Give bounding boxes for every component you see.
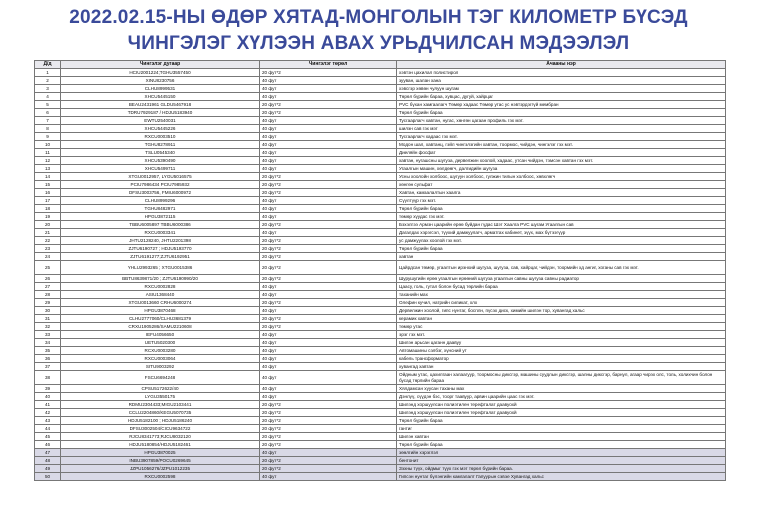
table-row — [35, 101, 726, 109]
container-type: 20 фут*2 — [260, 261, 397, 275]
table-row — [35, 125, 726, 133]
container-number: RCXU0003280 — [61, 347, 260, 355]
container-number: CLHU8999296 — [61, 197, 260, 205]
container-type: 40 фут — [260, 85, 397, 93]
container-type: 20 фут*2 — [260, 401, 397, 409]
cargo-name: Төрөл бүрийн бараа — [397, 245, 726, 253]
container-type: 40 фут — [260, 229, 397, 237]
container-type: 40 фут — [260, 393, 397, 401]
container-number: CRXU1905286/SAMU2210608 — [61, 323, 260, 331]
container-number: IEFU4056650 — [61, 331, 260, 339]
cargo-name: Тусгаарлагч хадаас гэх мэт. — [397, 133, 726, 141]
row-index: 15 — [35, 181, 61, 189]
table-row — [35, 245, 726, 253]
table-row — [35, 401, 726, 409]
row-index: 17 — [35, 197, 61, 205]
row-index: 9 — [35, 133, 61, 141]
container-type: 20 фут*2 — [260, 299, 397, 307]
cargo-name: Автомашины сэлбэг, хүнсний ут — [397, 347, 726, 355]
container-number: CCLU2204860/KEGU5070735 — [61, 409, 260, 417]
container-type: 20 фут*2 — [260, 465, 397, 473]
row-index: 10 — [35, 141, 61, 149]
table-row — [35, 221, 726, 229]
row-index: 39 — [35, 385, 61, 393]
cargo-name: зөөлгийн хэрэглэл — [397, 449, 726, 457]
cargo-name: ус дамжуулах хоолой гэх мэт. — [397, 237, 726, 245]
container-number: UETU5020300 — [61, 339, 260, 347]
table-row — [35, 181, 726, 189]
container-number: XINU8230756 — [61, 77, 260, 85]
table-row — [35, 425, 726, 433]
container-type: 20 фут*2 — [260, 189, 397, 197]
table-row — [35, 465, 726, 473]
row-index: 11 — [35, 149, 61, 157]
container-type: 40 фут — [260, 125, 397, 133]
row-index: 50 — [35, 473, 61, 481]
table-row — [35, 205, 726, 213]
container-type: 20 фут*2 — [260, 173, 397, 181]
row-index: 41 — [35, 401, 61, 409]
row-index: 34 — [35, 339, 61, 347]
row-index: 25 — [35, 261, 61, 275]
container-number: JHTU2128240, JHTU2201398 — [61, 237, 260, 245]
cargo-name: Төрөл бүрийн бараа — [397, 205, 726, 213]
header-cargo-name: Ачааны нэр — [397, 61, 726, 69]
container-type: 20 фут*2 — [260, 69, 397, 77]
row-index: 45 — [35, 433, 61, 441]
cargo-name: гантиг — [397, 425, 726, 433]
table-row — [35, 417, 726, 425]
row-index: 47 — [35, 449, 61, 457]
row-index: 49 — [35, 465, 61, 473]
container-number: CLHU2777060/CLHU3681379 — [61, 315, 260, 323]
table-row — [35, 457, 726, 465]
table-body — [35, 69, 726, 481]
table-row — [35, 149, 726, 157]
cargo-name: Цайрдсан төмөр, угаалтын ирэнхий шугуза, шугуза, сав, хайрцаг, чийдэн, тоормийн хд ангиг, хоганы сав гэх мэт. — [397, 261, 726, 275]
table-row — [35, 307, 726, 315]
container-number: XTGU0012957, LYGU5016575 — [61, 173, 260, 181]
cargo-name: шилэн сав гэх мэт — [397, 125, 726, 133]
table-row — [35, 213, 726, 221]
cargo-name: Дервелжин хоолой, гипс нунтаг, босплн, пүсэх диск, химийн шилэн тор, хувангад хальс — [397, 307, 726, 315]
container-type: 20 фут*2 — [260, 275, 397, 283]
table-row — [35, 363, 726, 371]
container-number: PCIU7986434 PCIU7985932 — [61, 181, 260, 189]
table-row — [35, 441, 726, 449]
row-index: 36 — [35, 355, 61, 363]
container-number: YHLU2993265 ; XTGU0015386 — [61, 261, 260, 275]
table-row — [35, 77, 726, 85]
container-type: 40 фут — [260, 363, 397, 371]
container-number: JZPU1056276/JZPU1012235 — [61, 465, 260, 473]
table-row — [35, 109, 726, 117]
table-row — [35, 229, 726, 237]
container-number: XHCU5445150 — [61, 93, 260, 101]
row-index: 48 — [35, 457, 61, 465]
container-type: 20 фут*2 — [260, 101, 397, 109]
container-type: 40 фут — [260, 347, 397, 355]
container-number: ASIU1368440 — [61, 291, 260, 299]
row-index: 22 — [35, 237, 61, 245]
cargo-name: хэвтэн цахилал полистирол — [397, 69, 726, 77]
container-type: 40 фут — [260, 149, 397, 157]
container-number: XTGU0013660 CRHU6000274 — [61, 299, 260, 307]
container-type: 40 фут — [260, 355, 397, 363]
table-row — [35, 291, 726, 299]
container-number: ZJTU6190727 ; HDJU5193770 — [61, 245, 260, 253]
cargo-name: эрэг гэх мэт. — [397, 331, 726, 339]
row-index: 1 — [35, 69, 61, 77]
container-table — [34, 60, 726, 481]
cargo-name: Модон шал, хавтанц, гэйл чингэлэгийн хавтан, тоормос, чийдэн, чингэлэг гэх мэт. — [397, 141, 726, 149]
table-row — [35, 173, 726, 181]
row-index: 18 — [35, 205, 61, 213]
row-index: 13 — [35, 165, 61, 173]
row-index: 6 — [35, 109, 61, 117]
cargo-name: Шилэнд хоршуулсан полиэтилен терефталат даавуохй — [397, 401, 726, 409]
table-row — [35, 409, 726, 417]
row-index: 20 — [35, 221, 61, 229]
cargo-name: PVC бүхан хамгаалагч Төмөр хадаас Төмөр утас ус нэвтэрдэггүй мембран — [397, 101, 726, 109]
table-row — [35, 323, 726, 331]
cargo-name: Шурушугийн ерөө угаалгын ерөөний шугуза угаалгын савны шугуза савны радиатор — [397, 275, 726, 283]
table-row — [35, 473, 726, 481]
table-header-row — [35, 61, 726, 69]
cargo-name: Сүүлтүүр гэх мэт. — [397, 197, 726, 205]
cargo-name: хавтан, нугашсны шугуза, дервелжин хоолой, хадаас, утсан чийдэн, тэмсэн хавтан гэх мэт. — [397, 157, 726, 165]
container-number: RXCU0003510 — [61, 133, 260, 141]
container-number: XHCU5390490 — [61, 157, 260, 165]
cargo-name: хэвсгэр хөвөн чулуун шугам — [397, 85, 726, 93]
container-number: DFSU3003756, FMIU6000972 — [61, 189, 260, 197]
cargo-name: хувангад хавтан — [397, 363, 726, 371]
container-number: BEAU2431961 GLDU5467918 — [61, 101, 260, 109]
container-type: 40 фут — [260, 331, 397, 339]
row-index: 46 — [35, 441, 61, 449]
table-row — [35, 189, 726, 197]
container-number: TBBU6005897 TBBU6000386 — [61, 221, 260, 229]
row-index: 38 — [35, 371, 61, 385]
cargo-name: керамик хавтан — [397, 315, 726, 323]
container-type: 20 фут*2 — [260, 433, 397, 441]
table-row — [35, 347, 726, 355]
container-type: 20 фут*2 — [260, 245, 397, 253]
cargo-name: төмөр утас — [397, 323, 726, 331]
page-title-line1: 2022.02.15-НЫ ӨДӨР ХЯТАД-МОНГОЛЫН ТЭГ КИЛОМЕТР БҮСЭД — [69, 7, 688, 28]
table-row — [35, 449, 726, 457]
container-number: RXCU0002828 — [61, 283, 260, 291]
cargo-name: Төрөл бүрийн бараа — [397, 109, 726, 117]
container-type: 40 фут — [260, 141, 397, 149]
row-index: 33 — [35, 331, 61, 339]
cargo-name: кабель трансформатор — [397, 355, 726, 363]
container-number: HDJU5180854/HDJU5182461 — [61, 441, 260, 449]
container-number: HPGU3870025 — [61, 449, 260, 457]
row-index: 8 — [35, 125, 61, 133]
container-number: LYGU3550175 — [61, 393, 260, 401]
table-row — [35, 355, 726, 363]
container-number: RXCU0003064 — [61, 355, 260, 363]
table-row — [35, 133, 726, 141]
table-row — [35, 93, 726, 101]
container-number: TSLU0545340 — [61, 149, 260, 157]
row-index: 42 — [35, 409, 61, 417]
cargo-name: Төрөл бүрийн бараа — [397, 417, 726, 425]
page-title-line2: ЧИНГЭЛЭГ ХҮЛЭЭН АВАХ УРЬДЧИЛСАН МЭДЭЭЛЭЛ — [127, 33, 630, 54]
container-type: 20 фут*2 — [260, 253, 397, 261]
table-row — [35, 157, 726, 165]
container-number: ZJTU6191277;ZJTU6192951 — [61, 253, 260, 261]
container-number: HCIU2001224;TGHU3557450 — [61, 69, 260, 77]
cargo-name: Угаалгын машин, хөлдөөгч, далгидийн шугуза — [397, 165, 726, 173]
row-index: 4 — [35, 93, 61, 101]
container-type: 20 фут*2 — [260, 417, 397, 425]
row-index: 5 — [35, 101, 61, 109]
container-type: 40 фут — [260, 449, 397, 457]
table-row — [35, 385, 726, 393]
container-type: 40 фут — [260, 77, 397, 85]
row-index: 29 — [35, 299, 61, 307]
container-number: XHCU5499711 — [61, 165, 260, 173]
table-row — [35, 141, 726, 149]
table-row — [35, 253, 726, 261]
container-number: TGHU8278911 — [61, 141, 260, 149]
container-number: BBTU8639871/20 ; ZJTU6190990/20 — [61, 275, 260, 283]
container-type: 40 фут — [260, 283, 397, 291]
table-row — [35, 331, 726, 339]
table-row — [35, 261, 726, 275]
container-type: 20 фут*2 — [260, 457, 397, 465]
container-number: DFSU3002504/CICU9634722 — [61, 425, 260, 433]
container-type: 40 фут — [260, 133, 397, 141]
container-type: 40 фут — [260, 307, 397, 315]
cargo-name: хавтан — [397, 253, 726, 261]
row-index: 26 — [35, 275, 61, 283]
container-type: 20 фут*2 — [260, 323, 397, 331]
row-index: 21 — [35, 229, 61, 237]
container-number: RDMU2304433;MIGU2103441 — [61, 401, 260, 409]
cargo-name: төмөр хүудас гэх мэт. — [397, 213, 726, 221]
container-type: 20 фут*2 — [260, 109, 397, 117]
table-row — [35, 117, 726, 125]
cargo-name: Тусгаарлагч хавтан, нугас, хөнгөн цагаан профиль гэх мэт. — [397, 117, 726, 125]
row-index: 16 — [35, 189, 61, 197]
cargo-name: Шилэн хавтан — [397, 433, 726, 441]
cargo-name: Дагалдах хэрэгсэл, түүхий дамжуулагч, арматгах кабинет, зүүх, мах бүтээгүүр — [397, 229, 726, 237]
cargo-name: Төрөл бүрийн бараа — [397, 441, 726, 449]
table-row — [35, 299, 726, 307]
table-row — [35, 275, 726, 283]
row-index: 28 — [35, 291, 61, 299]
container-type: 40 фут — [260, 157, 397, 165]
cargo-name: бентонит — [397, 457, 726, 465]
row-index: 14 — [35, 173, 61, 181]
header-index: Д/д — [35, 61, 61, 69]
container-type: 40 фут — [260, 205, 397, 213]
table-row — [35, 85, 726, 93]
container-number: HPGU3870468 — [61, 307, 260, 315]
container-number: SITU9003292 — [61, 363, 260, 371]
container-number: TGHU8482971 — [61, 205, 260, 213]
cargo-name: Хялдамсан хуусан таханы мах — [397, 385, 726, 393]
container-number: INBU3907859/POCU0269645 — [61, 457, 260, 465]
cargo-name: Шилэнд хоршуулсан полиэтилен терефталат даавуохй — [397, 409, 726, 417]
container-type: 40 фут — [260, 197, 397, 205]
row-index: 37 — [35, 363, 61, 371]
container-type: 40 фут — [260, 371, 397, 385]
container-type: 40 фут — [260, 339, 397, 347]
container-type: 20 фут*2 — [260, 409, 397, 417]
container-type: 20 фут*2 — [260, 441, 397, 449]
cargo-name: Төрөл бүрийн бараа, хувцас, дугуй, хайрцаг — [397, 93, 726, 101]
row-index: 3 — [35, 85, 61, 93]
row-index: 43 — [35, 417, 61, 425]
row-index: 19 — [35, 213, 61, 221]
container-type: 40 фут — [260, 473, 397, 481]
container-number: RXCU0003341 — [61, 229, 260, 237]
row-index: 35 — [35, 347, 61, 355]
container-number: FSCU6694248 — [61, 371, 260, 385]
container-type: 40 фут — [260, 117, 397, 125]
table-row — [35, 371, 726, 385]
cargo-name: Хавтан, камзалалтын хаалга — [397, 189, 726, 197]
row-index: 40 — [35, 393, 61, 401]
cargo-name: зууван, шалан хана — [397, 77, 726, 85]
table-row — [35, 165, 726, 173]
cargo-name: хөнгөн сульфат — [397, 181, 726, 189]
row-index: 24 — [35, 253, 61, 261]
cargo-name: таханийн мах — [397, 291, 726, 299]
row-index: 32 — [35, 323, 61, 331]
container-number: TDRU7929187 / HDJU5183940 — [61, 109, 260, 117]
container-number: HPGU3872115 — [61, 213, 260, 221]
container-number: CLHU8999531 — [61, 85, 260, 93]
container-type: 40 фут — [260, 291, 397, 299]
container-type: 40 фут — [260, 93, 397, 101]
container-number: XHCU5445226 — [61, 125, 260, 133]
container-type: 20 фут*2 — [260, 425, 397, 433]
table-row — [35, 393, 726, 401]
cargo-name: Усны хоолойн холбоос, шугуун холбоос, гулжин тилын холбоос, хөвхлөгч — [397, 173, 726, 181]
table-row — [35, 283, 726, 291]
row-index: 27 — [35, 283, 61, 291]
row-index: 7 — [35, 117, 61, 125]
header-container-number: Чингэлэг дугаар — [61, 61, 260, 69]
container-number: RJCU8341773;RJCU8032120 — [61, 433, 260, 441]
container-type: 20 фут*2 — [260, 221, 397, 229]
container-number: HDJU5182100 ; HDJU5186240 — [61, 417, 260, 425]
row-index: 31 — [35, 315, 61, 323]
table-row — [35, 315, 726, 323]
cargo-name: Ойдным утас, цахилгаан халаагуур, тоормосны диксгэр, машины суудлын диксгэр, шалны диксгэр, барнул, агаар чирэх олс, толь, холихчин болон бусад төрлийн бараа — [397, 371, 726, 385]
container-type: 20 фут*2 — [260, 181, 397, 189]
header-container-type: Чингэлэг төрөл — [260, 61, 397, 69]
row-index: 2 — [35, 77, 61, 85]
cargo-name: Диеляйн фосфат — [397, 149, 726, 157]
container-number: RXCU0002598 — [61, 473, 260, 481]
table-row — [35, 237, 726, 245]
table-row — [35, 197, 726, 205]
container-type: 20 фут*2 — [260, 237, 397, 245]
table-row — [35, 339, 726, 347]
container-type: 20 фут*2 — [260, 315, 397, 323]
cargo-name: Гипсэн нунтаг бүлэнгийн камгалалт Гапуурын сэвэе Хувангад хальс — [397, 473, 726, 481]
row-index: 23 — [35, 245, 61, 253]
container-type: 40 фут — [260, 385, 397, 393]
cargo-name: Дэнлүү, сүүдэн бэс, тоорг таавуур, арвин цаарийн цаас гэх мэт. — [397, 393, 726, 401]
row-index: 44 — [35, 425, 61, 433]
container-type: 40 фут — [260, 213, 397, 221]
table-row — [35, 433, 726, 441]
cargo-name: Олефин кучил, натрийн силикат, хлх — [397, 299, 726, 307]
row-index: 12 — [35, 157, 61, 165]
cargo-name: Бэхэлгээ Армэн цаарийн ерөө буйдан гүдас Шэт Хаалга PVC шугам Угаалгын сав — [397, 221, 726, 229]
container-number: CPSU5172622/40 — [61, 385, 260, 393]
cargo-name: Цаасу, голь, гутал болон бусад төрлийн бараа — [397, 283, 726, 291]
cargo-name: Зэхны түүх, ойдмыг түүх гэх мэт төрөл бүрийн бараа. — [397, 465, 726, 473]
table-row — [35, 69, 726, 77]
cargo-name: Шилэн арьсан цаганн даавуу — [397, 339, 726, 347]
container-number: EWTU2540031 — [61, 117, 260, 125]
container-type: 40 фут — [260, 165, 397, 173]
row-index: 30 — [35, 307, 61, 315]
